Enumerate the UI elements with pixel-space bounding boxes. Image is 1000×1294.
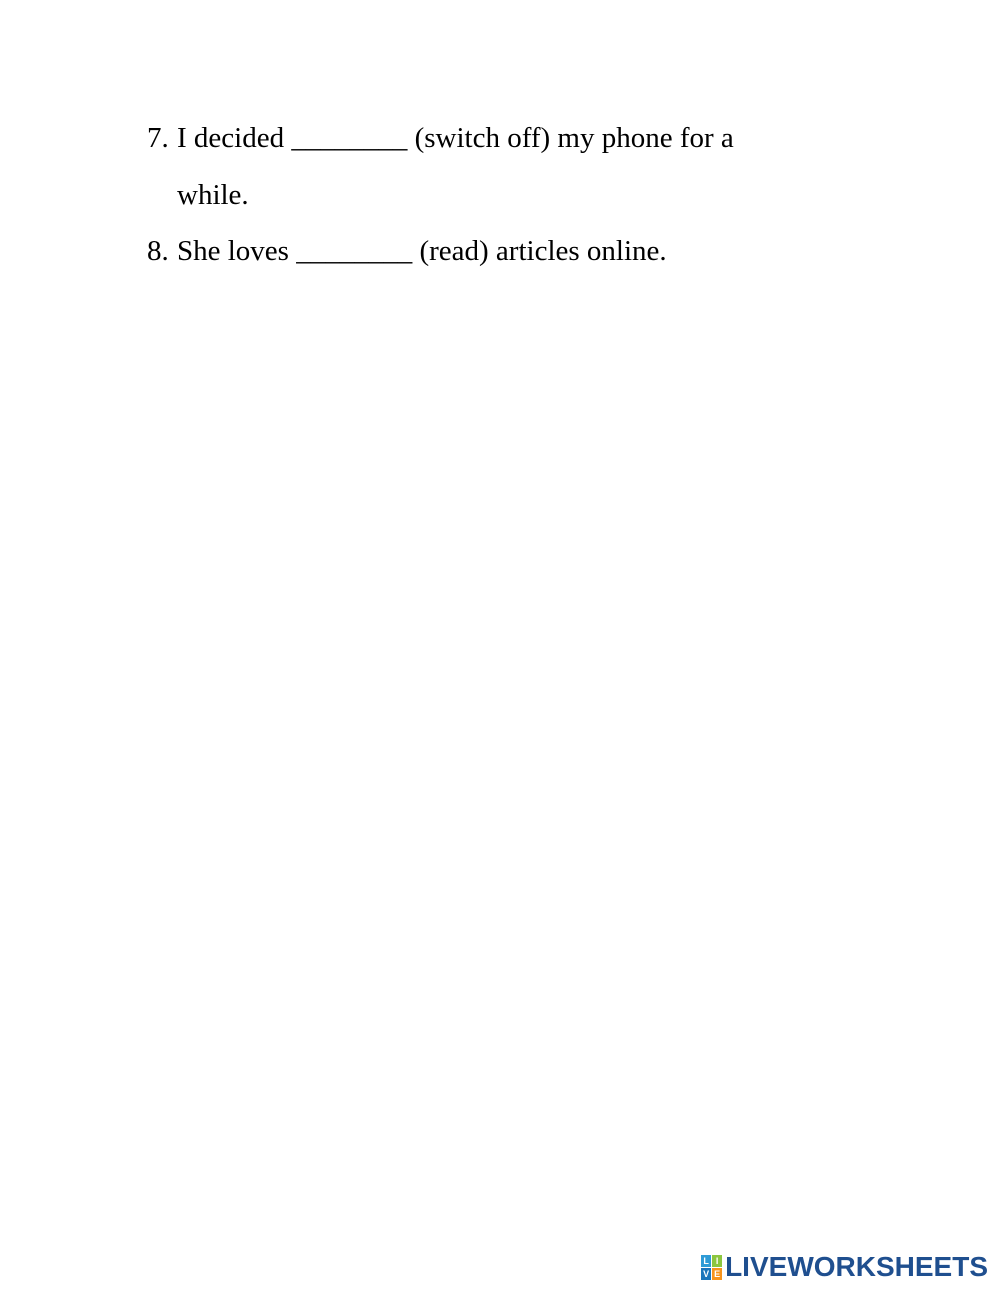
question-line: I decided ________ (switch off) my phone for a — [177, 122, 734, 154]
question-text — [177, 223, 847, 280]
liveworksheets-logo — [701, 1252, 988, 1282]
logo-letter: I — [712, 1255, 722, 1267]
question-line: while. — [177, 179, 249, 211]
logo-letter: V — [703, 1268, 710, 1279]
question-7 — [147, 110, 847, 224]
logo-letter: E — [714, 1268, 721, 1279]
question-text — [177, 110, 847, 224]
question-number: 8. — [147, 235, 169, 267]
logo-wordmark: LIVEWORKSHEETS — [725, 1251, 988, 1282]
question-line: She loves ________ (read) articles online. — [177, 235, 667, 267]
logo-icon — [701, 1255, 722, 1280]
question-number: 7. — [147, 122, 169, 154]
logo-letter: L — [701, 1255, 711, 1267]
question-8 — [147, 223, 847, 280]
